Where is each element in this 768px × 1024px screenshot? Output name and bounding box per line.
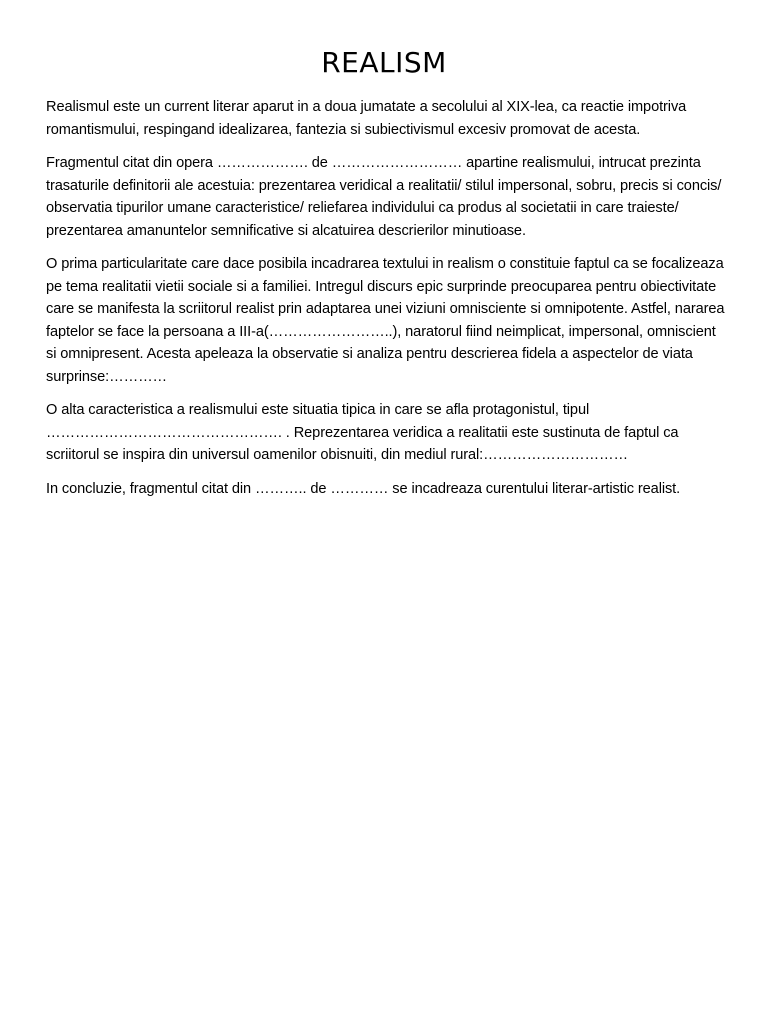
paragraph-fragment: Fragmentul citat din opera ………………. de ……………………… apartine realismului, intrucat prezinta trasaturile definitorii ale acestuia: prezentarea veridical a realitatii/ stilul impersonal, sobru, precis si concis/ observatia tipurilor umane caracteristice/ reliefarea individului ca produs al societatii in care traieste/ prezentarea amanuntelor semnificative si alcatuirea descrierilor minutioase.	[46, 155, 722, 239]
paragraph-conclusion: In concluzie, fragmentul citat din ……….. de ………… se incadreaza curentului literar-artistic realist.	[46, 480, 681, 497]
document-body	[46, 96, 726, 511]
document-title: REALISM	[321, 46, 447, 79]
paragraph-second-characteristic: O alta caracteristica a realismului este situatia tipica in care se afla protagonistul, tipul …………………………………………. . Reprezentarea veridica a realitatii este sustinuta de faptul ca scriitorul se inspira din universul oamenilor obisnuiti, din mediul rural:…………………………	[46, 402, 679, 463]
paragraph-first-particularity: O prima particularitate care dace posibila incadrarea textului in realism o constituie faptul ca se focalizeaza pe tema realitatii vietii sociale si a familiei. Intregul discurs epic surprinde preocuparea pentru obiectivitate care se manifesta la scriitorul realist prin adaptarea unei viziuni omnisciente si omnipotente. Astfel, nararea faptelor se face la persoana a III-a(……………………..), naratorul fiind neimplicat, impersonal, omniscient si omnipresent. Acesta apeleaza la observatie si analiza pentru descrierea fidela a aspectelor de viata surprinse:…………	[46, 256, 725, 385]
paragraph-intro: Realismul este un current literar aparut in a doua jumatate a secolului al XIX-lea, ca reactie impotriva romantismului, respingand idealizarea, fantezia si subiectivismul excesiv promovat de acesta.	[46, 99, 687, 138]
